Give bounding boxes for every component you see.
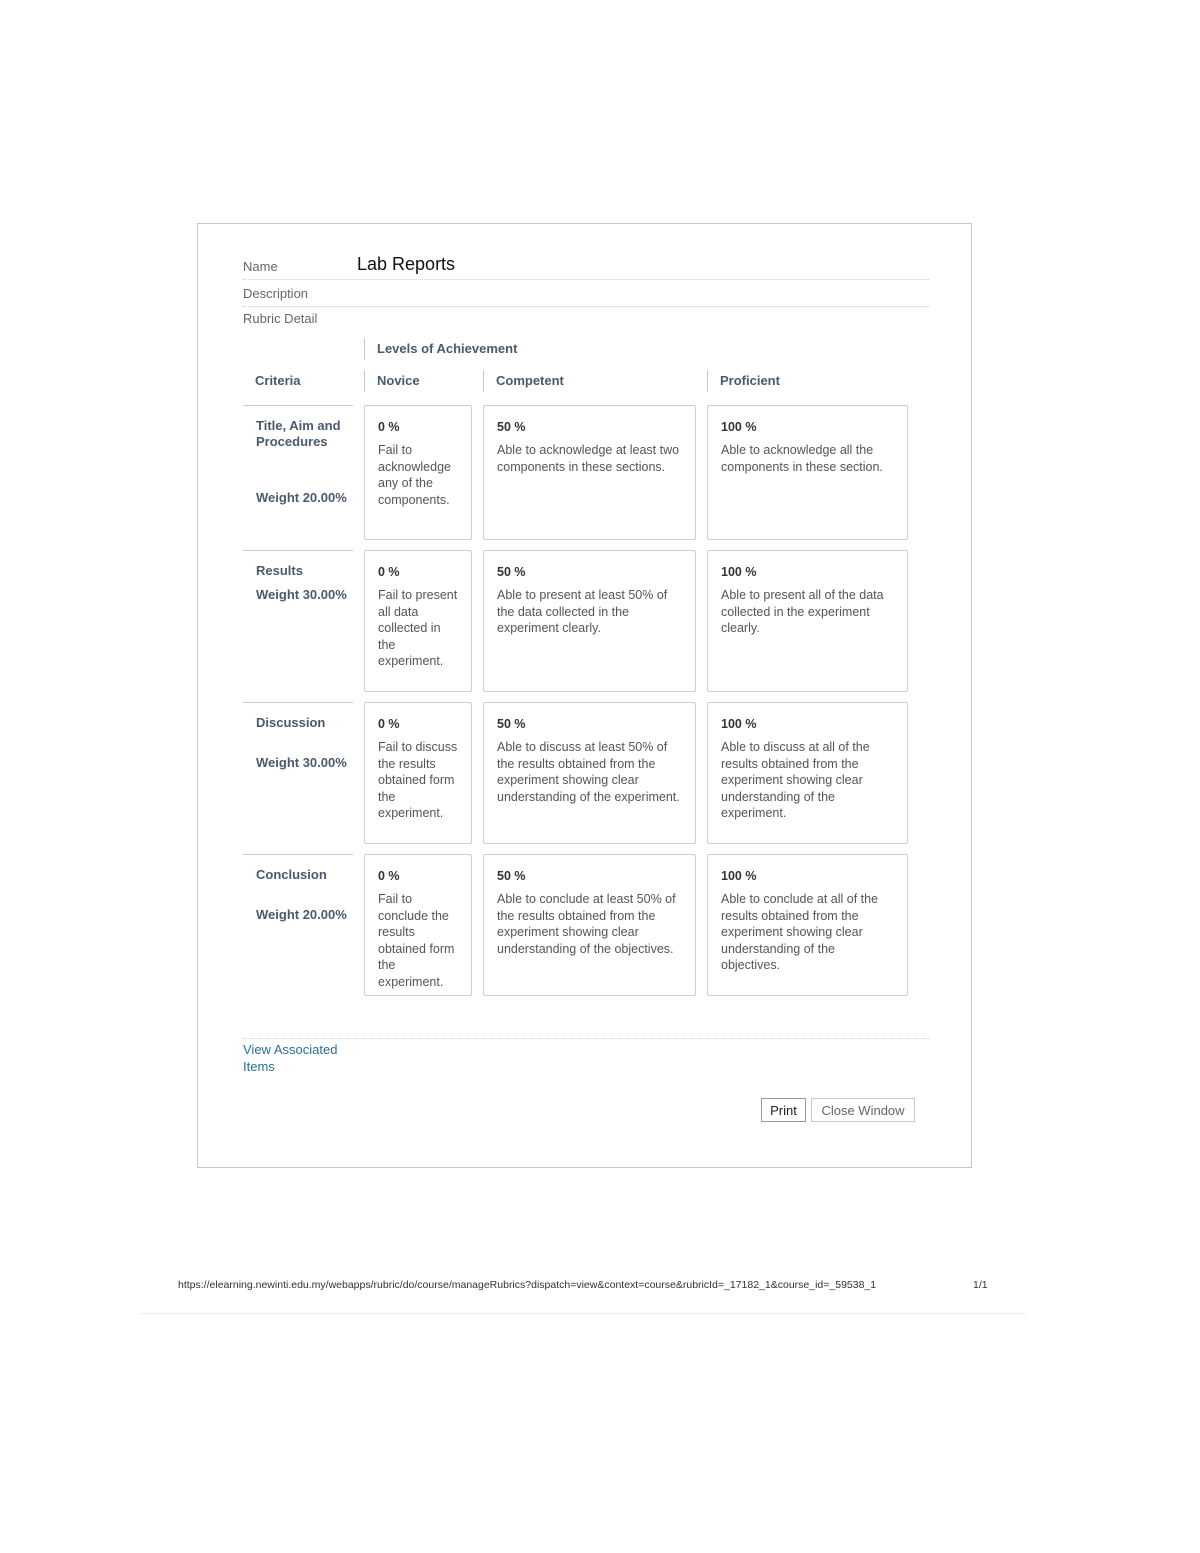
cell-percent: 50 %	[497, 869, 526, 883]
cell-description: Able to discuss at all of the results obtained from the experiment showing clear understanding of the experiment.	[721, 740, 870, 820]
criterion-weight: Weight 30.00%	[256, 587, 347, 602]
cell-percent: 50 %	[497, 565, 526, 579]
cell-description: Able to present at least 50% of the data collected in the experiment clearly.	[497, 588, 668, 635]
criterion-weight: Weight 20.00%	[256, 907, 347, 922]
print-button[interactable]: Print	[761, 1098, 806, 1122]
cell-description: Fail to present all data collected in the experiment.	[378, 588, 458, 668]
cell-percent: 100 %	[721, 869, 757, 883]
rubric-name: Lab Reports	[357, 254, 456, 274]
cell-novice[interactable]	[364, 405, 472, 540]
cell-competent[interactable]	[483, 550, 696, 692]
cell-description: Able to discuss at least 50% of the results obtained from the experiment showing clear understanding of the experiment.	[497, 740, 680, 804]
cell-percent: 100 %	[721, 717, 757, 731]
footer-divider	[243, 1038, 929, 1039]
view-associated-items-link[interactable]: View Associated Items	[243, 1042, 338, 1074]
cell-percent: 0 %	[378, 717, 400, 731]
criterion-name: Discussion	[256, 715, 326, 730]
cell-description: Able to acknowledge at least two components in these sections.	[497, 443, 680, 474]
column-header-competent: Competent	[483, 370, 564, 392]
name-row	[243, 252, 929, 280]
cell-percent: 0 %	[378, 565, 400, 579]
levels-of-achievement-heading: Levels of Achievement	[364, 338, 517, 360]
criterion-row-discussion	[243, 702, 353, 845]
column-header-proficient: Proficient	[707, 370, 780, 392]
cell-description: Able to conclude at least 50% of the results obtained from the experiment showing clear understanding of the objectives.	[497, 892, 676, 956]
criterion-weight: Weight 30.00%	[256, 755, 347, 770]
cell-novice[interactable]	[364, 854, 472, 996]
cell-description: Fail to acknowledge any of the components.	[378, 443, 451, 507]
name-label: Name	[243, 259, 278, 274]
cell-competent[interactable]	[483, 405, 696, 540]
cell-proficient[interactable]	[707, 550, 908, 692]
criterion-row-conclusion	[243, 854, 353, 997]
criterion-row-results	[243, 550, 353, 693]
cell-percent: 50 %	[497, 420, 526, 434]
page-url-footer: https://elearning.newinti.edu.my/webapps/rubric/do/course/manageRubrics?dispatch=view&context=course&rubricId=_17182_1&course_id=_59538_1	[178, 1279, 877, 1291]
cell-proficient[interactable]	[707, 702, 908, 844]
cell-percent: 100 %	[721, 420, 757, 434]
cell-description: Able to acknowledge all the components in these section.	[721, 443, 883, 474]
criterion-weight: Weight 20.00%	[256, 490, 347, 505]
cell-novice[interactable]	[364, 550, 472, 692]
description-row	[243, 279, 929, 307]
cell-description: Able to present all of the data collected in the experiment clearly.	[721, 588, 884, 635]
criterion-name: Title, Aim and Procedures	[256, 418, 341, 449]
cell-competent[interactable]	[483, 702, 696, 844]
close-window-button[interactable]: Close Window	[811, 1098, 915, 1122]
rubric-detail-label: Rubric Detail	[243, 311, 318, 326]
cell-proficient[interactable]	[707, 405, 908, 540]
cell-percent: 0 %	[378, 420, 400, 434]
cell-novice[interactable]	[364, 702, 472, 844]
criterion-name: Results	[256, 563, 303, 578]
rubric-panel	[197, 223, 972, 1168]
criterion-name: Conclusion	[256, 867, 327, 882]
page-number: 1/1	[973, 1279, 988, 1291]
cell-description: Able to conclude at all of the results obtained from the experiment showing clear understanding of the objectives.	[721, 892, 879, 972]
cell-percent: 100 %	[721, 565, 757, 579]
criterion-row-title-aim-procedures	[243, 405, 353, 541]
cell-percent: 0 %	[378, 869, 400, 883]
cell-competent[interactable]	[483, 854, 696, 996]
column-header-novice: Novice	[364, 370, 420, 392]
cell-proficient[interactable]	[707, 854, 908, 996]
cell-description: Fail to conclude the results obtained form the experiment.	[378, 892, 455, 989]
cell-percent: 50 %	[497, 717, 526, 731]
cell-description: Fail to discuss the results obtained form the experiment.	[378, 740, 458, 820]
page-bottom-rule	[140, 1313, 1026, 1314]
description-label: Description	[243, 286, 309, 301]
column-header-criteria: Criteria	[255, 373, 301, 388]
